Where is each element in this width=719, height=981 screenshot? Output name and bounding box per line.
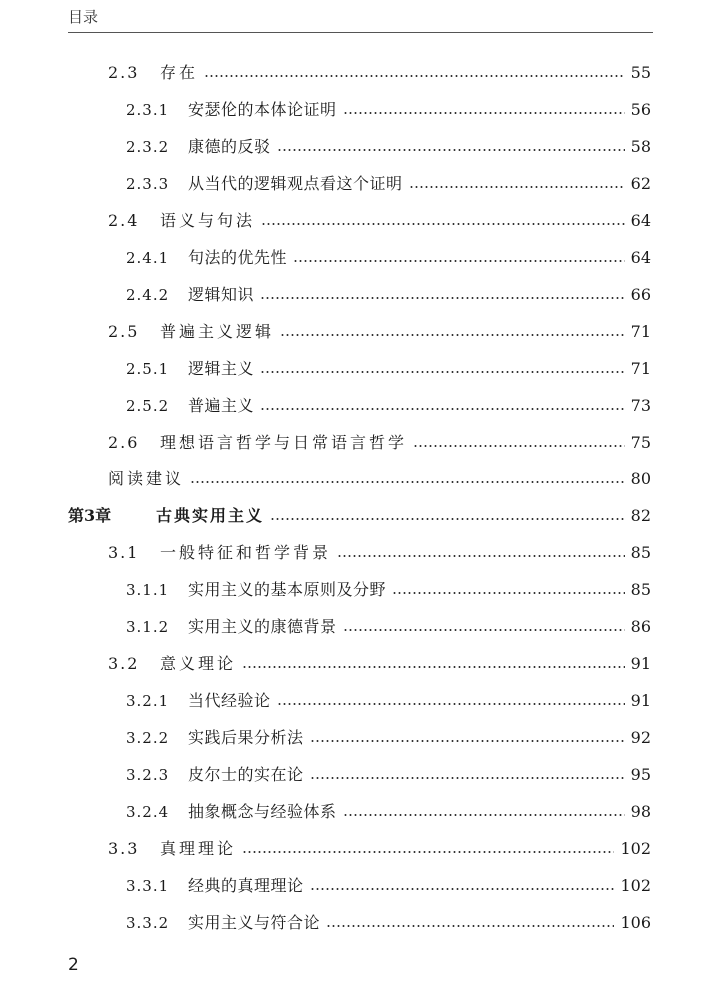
toc-entry-title: 抽象概念与经验体系 bbox=[188, 802, 337, 821]
toc-entry-page: 71 bbox=[630, 322, 651, 341]
toc-entry-number: 2.3.3 bbox=[126, 175, 170, 193]
toc-entry-page: 98 bbox=[630, 802, 651, 821]
toc-entry-page: 58 bbox=[630, 137, 651, 156]
header-rule bbox=[68, 32, 653, 33]
toc-entry-page: 64 bbox=[630, 211, 651, 230]
toc-entry-number: 3.3.2 bbox=[126, 914, 170, 932]
toc-entry-number: 3.1.1 bbox=[126, 581, 170, 599]
dot-leader bbox=[310, 740, 625, 742]
toc-entry[interactable] bbox=[126, 763, 651, 787]
toc-entry-title: 实践后果分析法 bbox=[188, 728, 304, 747]
dot-leader bbox=[326, 925, 614, 927]
toc-entry-page: 62 bbox=[630, 174, 651, 193]
toc-entry[interactable] bbox=[126, 689, 651, 713]
dot-leader bbox=[409, 186, 625, 188]
toc-entry-number: 3.1.2 bbox=[126, 618, 170, 636]
toc-entry-page: 85 bbox=[630, 580, 651, 599]
dot-leader bbox=[204, 75, 625, 77]
toc-entry-title: 真理理论 bbox=[160, 839, 237, 858]
toc-entry-title: 康德的反驳 bbox=[188, 137, 271, 156]
toc-entry-title: 实用主义的基本原则及分野 bbox=[188, 580, 387, 599]
toc-entry-number: 3.2.4 bbox=[126, 803, 170, 821]
toc-entry-title: 当代经验论 bbox=[188, 691, 271, 710]
toc-entry-title: 从当代的逻辑观点看这个证明 bbox=[188, 174, 403, 193]
toc-entry-page: 80 bbox=[630, 469, 651, 488]
toc-entry[interactable] bbox=[126, 874, 651, 898]
toc-entry-page: 102 bbox=[620, 876, 651, 895]
toc-entry[interactable] bbox=[108, 652, 651, 676]
toc-entry-number: 2.6 bbox=[108, 433, 140, 452]
toc-entry-number: 2.3.1 bbox=[126, 101, 170, 119]
toc-entry-number: 2.5 bbox=[108, 322, 140, 341]
toc-entry-number: 3.2.1 bbox=[126, 692, 170, 710]
toc-entry[interactable] bbox=[108, 209, 651, 233]
page-number: 2 bbox=[68, 955, 79, 975]
toc-entry-title: 意义理论 bbox=[160, 654, 237, 673]
toc-entry[interactable] bbox=[126, 615, 651, 639]
dot-leader bbox=[343, 112, 625, 114]
dot-leader bbox=[260, 408, 625, 410]
toc-entry-number: 2.5.1 bbox=[126, 360, 170, 378]
toc-entry[interactable] bbox=[108, 467, 651, 491]
toc-entry-page: 92 bbox=[630, 728, 651, 747]
toc-entry-number: 2.4 bbox=[108, 211, 140, 230]
toc-entry-title: 逻辑主义 bbox=[188, 359, 255, 378]
toc-entry[interactable] bbox=[126, 578, 651, 602]
toc-entry[interactable] bbox=[126, 394, 651, 418]
toc-entry-number: 2.5.2 bbox=[126, 397, 170, 415]
toc-entry[interactable] bbox=[108, 541, 651, 565]
toc-entry[interactable] bbox=[108, 320, 651, 344]
toc-entry[interactable] bbox=[68, 504, 651, 528]
toc-entry[interactable] bbox=[108, 61, 651, 85]
dot-leader bbox=[337, 555, 625, 557]
toc-entry-page: 106 bbox=[620, 913, 651, 932]
toc-entry[interactable] bbox=[126, 246, 651, 270]
toc-entry-title: 理想语言哲学与日常语言哲学 bbox=[160, 433, 408, 452]
dot-leader bbox=[260, 297, 625, 299]
toc-entry-title: 实用主义的康德背景 bbox=[188, 617, 337, 636]
toc-entry-page: 55 bbox=[630, 63, 651, 82]
toc-entry-page: 64 bbox=[630, 248, 651, 267]
dot-leader bbox=[343, 814, 625, 816]
toc-entry-page: 102 bbox=[620, 839, 651, 858]
dot-leader bbox=[260, 371, 625, 373]
toc-entry-page: 85 bbox=[630, 543, 651, 562]
dot-leader bbox=[280, 334, 625, 336]
toc-entry-number: 2.3 bbox=[108, 63, 140, 82]
toc-entry-number: 2.3.2 bbox=[126, 138, 170, 156]
dot-leader bbox=[310, 888, 615, 890]
toc-entry[interactable] bbox=[126, 172, 651, 196]
dot-leader bbox=[413, 445, 625, 447]
toc-entry-title: 普遍主义逻辑 bbox=[160, 322, 275, 341]
dot-leader bbox=[392, 592, 625, 594]
toc-entry-page: 86 bbox=[630, 617, 651, 636]
toc-entry-number: 3.2.2 bbox=[126, 729, 170, 747]
toc-entry-title: 经典的真理理论 bbox=[188, 876, 304, 895]
toc-entry-number: 3.3.1 bbox=[126, 877, 170, 895]
toc-entry-title: 一般特征和哲学背景 bbox=[160, 543, 332, 562]
dot-leader bbox=[293, 260, 625, 262]
toc-entry-number: 第3章 bbox=[68, 506, 112, 525]
toc-entry[interactable] bbox=[126, 135, 651, 159]
toc-entry-page: 82 bbox=[630, 506, 651, 525]
toc-entry-number: 3.2 bbox=[108, 654, 140, 673]
toc-entry-number: 2.4.2 bbox=[126, 286, 170, 304]
toc-entry-page: 95 bbox=[630, 765, 651, 784]
dot-leader bbox=[261, 223, 625, 225]
toc-entry-page: 75 bbox=[630, 433, 651, 452]
dot-leader bbox=[343, 629, 625, 631]
toc-entry-number: 3.2.3 bbox=[126, 766, 170, 784]
toc-entry-title: 实用主义与符合论 bbox=[188, 913, 321, 932]
dot-leader bbox=[242, 851, 614, 853]
toc-entry-number: 2.4.1 bbox=[126, 249, 170, 267]
dot-leader bbox=[277, 703, 625, 705]
toc-entry-title: 句法的优先性 bbox=[188, 248, 288, 267]
dot-leader bbox=[310, 777, 625, 779]
toc-entry-title: 逻辑知识 bbox=[188, 285, 255, 304]
toc-entry-title: 语义与句法 bbox=[160, 211, 256, 230]
toc-entry[interactable] bbox=[126, 283, 651, 307]
toc-entry[interactable] bbox=[126, 357, 651, 381]
toc-entry-page: 71 bbox=[630, 359, 651, 378]
toc-entry-number: 3.1 bbox=[108, 543, 140, 562]
toc-entry[interactable] bbox=[126, 726, 651, 750]
toc-entry-page: 91 bbox=[630, 691, 651, 710]
dot-leader bbox=[277, 149, 625, 151]
toc-entry-title: 古典实用主义 bbox=[156, 506, 265, 525]
running-header: 目录 bbox=[68, 8, 99, 26]
toc-entry[interactable] bbox=[108, 837, 651, 861]
toc-entry[interactable] bbox=[126, 800, 651, 824]
toc-entry-title: 普遍主义 bbox=[188, 396, 255, 415]
toc-entry-page: 56 bbox=[630, 100, 651, 119]
toc-entry[interactable] bbox=[108, 431, 651, 455]
dot-leader bbox=[190, 481, 625, 483]
toc-entry-title: 阅读建议 bbox=[108, 469, 185, 488]
dot-leader bbox=[242, 666, 625, 668]
toc-entry-title: 存在 bbox=[160, 63, 199, 82]
dot-leader bbox=[270, 518, 625, 520]
toc-entry-title: 皮尔士的实在论 bbox=[188, 765, 304, 784]
toc-entry-page: 91 bbox=[630, 654, 651, 673]
toc-entry[interactable] bbox=[126, 98, 651, 122]
toc-entry-page: 73 bbox=[630, 396, 651, 415]
toc-entry-number: 3.3 bbox=[108, 839, 140, 858]
toc-entry-page: 66 bbox=[630, 285, 651, 304]
toc-entry[interactable] bbox=[126, 911, 651, 935]
toc-entry-title: 安瑟伦的本体论证明 bbox=[188, 100, 337, 119]
